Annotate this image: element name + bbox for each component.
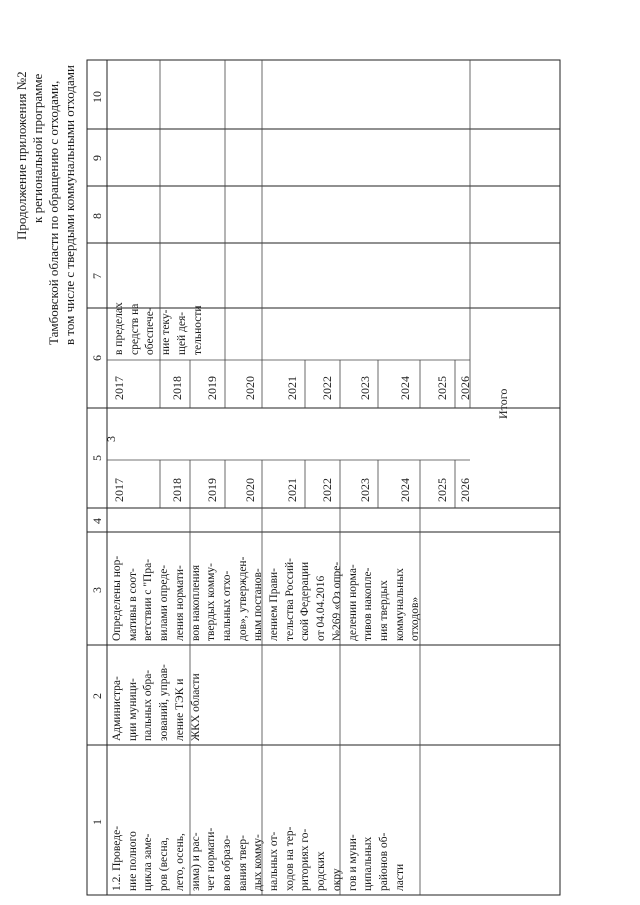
text-line: вов образо-: [220, 835, 233, 891]
text-line: нальных от-: [268, 831, 281, 891]
col6-year: 2021: [285, 376, 299, 400]
header-line-3: Тамбовской области по обращению с отходами,: [46, 80, 61, 345]
col-header-6: 6: [90, 355, 104, 361]
text-line: твердых комму-: [205, 563, 218, 641]
col6-year: 2025: [435, 376, 449, 400]
text-line: от 04.04.2016: [315, 575, 328, 641]
header-line-2: к региональной программе: [30, 73, 45, 223]
col6-year: 2019: [205, 376, 219, 400]
text-line: ЖКХ области: [189, 673, 202, 741]
text-line: тельства Россий-: [283, 558, 296, 641]
text-line: зима) и рас-: [189, 832, 202, 891]
text-line: нальных отхо-: [220, 570, 233, 641]
text-line: родских: [315, 851, 328, 891]
text-line: коммунальных: [393, 568, 406, 641]
header-line-1: Продолжение приложения №2: [14, 71, 29, 240]
col6-year: 2017: [112, 376, 126, 400]
col6-year: 2020: [243, 376, 257, 400]
text-line: щей дея-: [175, 311, 188, 355]
cell-funding-note: [112, 302, 206, 355]
text-line: тельности: [191, 305, 204, 355]
col-header-10: 10: [90, 91, 104, 103]
col6-year: 2023: [358, 376, 372, 400]
text-line: районов об-: [377, 832, 390, 891]
col5-year: 2018: [170, 478, 184, 502]
col5-year: 2024: [398, 478, 412, 502]
text-line: риториях го-: [299, 828, 312, 891]
text-line: цикла заме-: [142, 833, 155, 891]
col5-year: 2026: [458, 478, 472, 502]
text-line: в пределах: [113, 302, 125, 355]
text-line: ление ТЭК и: [173, 678, 186, 741]
total-label: Итого: [496, 388, 510, 419]
col5-year: 2020: [243, 478, 257, 502]
text-line: ветствии с "Пра-: [142, 558, 155, 641]
text-line: отходов»: [409, 596, 422, 641]
text-line: окру: [330, 868, 343, 891]
col-header-9: 9: [90, 155, 104, 161]
text-line: дов», утвержден-: [236, 556, 249, 641]
text-line: ской Федерации: [299, 561, 312, 641]
cell-responsible: [110, 664, 204, 741]
text-line: Администра-: [111, 676, 123, 741]
text-line: средств на: [128, 303, 141, 355]
text-line: вания твер-: [236, 835, 249, 891]
text-line: ходов на тер-: [283, 826, 296, 891]
text-line: ласти: [393, 863, 406, 891]
cell-result: [110, 556, 424, 641]
text-line: ции муници-: [126, 678, 139, 741]
col-header-4: 4: [90, 518, 104, 524]
text-line: ние полного: [126, 831, 139, 891]
text-line: тивов накопле-: [362, 567, 375, 641]
text-line: дых комму-: [252, 834, 265, 891]
text-line: лето, осень,: [173, 833, 186, 891]
col-header-3: 3: [90, 587, 104, 593]
col6-year: 2024: [398, 376, 412, 400]
text-line: чет нормати-: [205, 827, 218, 891]
text-line: мативы в соот-: [126, 568, 139, 641]
col-header-1: 1: [90, 819, 104, 825]
text-line: лением Прави-: [268, 568, 281, 641]
col5-year: 2023: [358, 478, 372, 502]
col-header-2: 2: [90, 693, 104, 699]
col6-year: 2018: [170, 376, 184, 400]
text-line: обеспече-: [144, 307, 157, 355]
text-line: ным постанов-: [252, 568, 265, 641]
text-line: ние теку-: [160, 309, 173, 355]
text-line: гов и муни-: [346, 834, 359, 891]
text-line: вилами опреде-: [158, 564, 171, 641]
col6-year: 2022: [320, 376, 334, 400]
col5-year: 2022: [320, 478, 334, 502]
text-line: ния твердых: [377, 580, 390, 641]
col5-year: 2017: [112, 478, 126, 502]
text-line: делении норма-: [346, 564, 359, 641]
text-line: ров (весна,: [158, 837, 171, 891]
text-line: вов накопления: [189, 564, 202, 641]
text-line: 1.2. Проведе-: [111, 825, 123, 891]
text-line: Определены нор-: [111, 555, 123, 641]
col5-year: 2019: [205, 478, 219, 502]
col5-year: 2025: [435, 478, 449, 502]
text-line: ципальных: [362, 836, 375, 891]
col5-year: 2021: [285, 478, 299, 502]
text-line: зований, управ-: [158, 664, 171, 741]
page-number: 3: [104, 436, 118, 442]
col-header-5: 5: [90, 455, 104, 461]
text-line: №269 «Оз опре-: [330, 561, 343, 641]
text-line: пальных обра-: [142, 669, 155, 741]
col6-year: 2026: [458, 376, 472, 400]
col-header-8: 8: [90, 213, 104, 219]
cell-activity: [110, 826, 408, 891]
header-line-4: в том числе с твердыми коммунальными отходами: [62, 65, 77, 345]
text-line: ления нормати-: [173, 565, 186, 641]
col-header-7: 7: [90, 273, 104, 279]
